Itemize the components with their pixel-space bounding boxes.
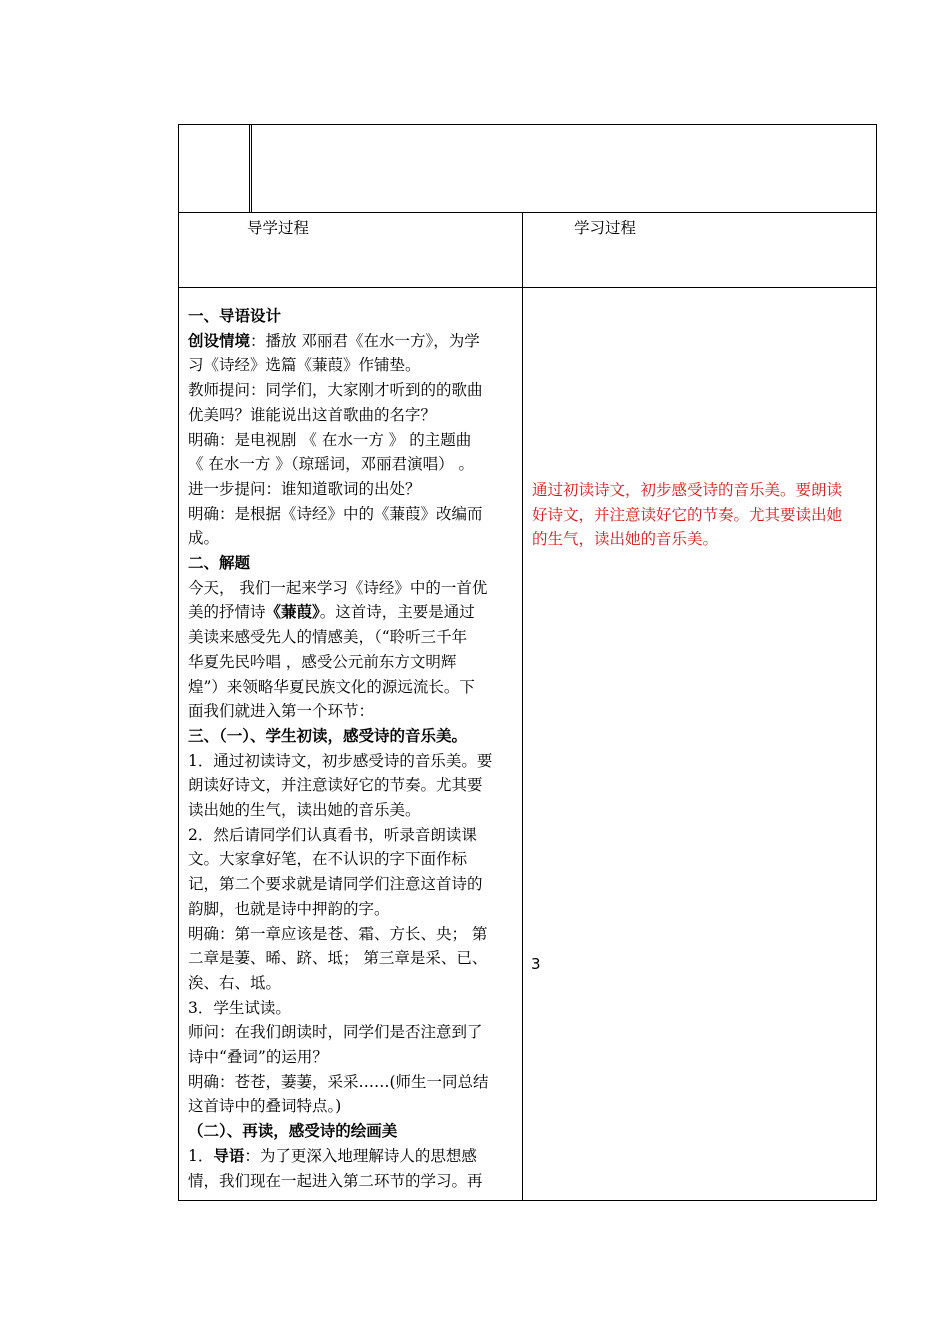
text-line [188,452,474,477]
text-line [188,304,281,329]
line-text: 习《诗经》选篇《蒹葭》作铺垫。 [188,356,421,375]
table-right-border [876,124,877,1201]
note-line: 通过初读诗文，初步感受诗的音乐美。要朗读 [532,481,843,499]
line-text: 成。 [188,529,220,548]
text-line [188,699,374,724]
line-text: 明确：是电视剧 《 在水一方 》 的主题曲 [188,430,472,449]
bold-label: 《蒹葭》 [265,602,320,622]
text-line [188,353,421,378]
line-text: 一、导语设计 [188,306,282,325]
column-divider [522,212,523,1201]
text-line [188,1119,397,1144]
line-prefix: 美的抒情诗 [188,603,266,622]
line-text: 朗读好诗文，并注意读好它的节奏。尤其要 [188,776,483,795]
line-text: 情，我们现在一起进入第二环节的学习。再 [188,1171,483,1190]
text-line [188,600,475,625]
bold-label: 导语 [213,1145,245,1165]
header-row-top-border [178,212,877,213]
text-line [188,403,436,428]
text-line [188,1045,328,1070]
text-line [188,996,291,1021]
line-text: 华夏先民吟唱 ，感受公元前东方文明辉 [188,652,457,671]
text-line [188,1094,341,1119]
line-text: 师问：在我们朗读时，同学们是否注意到了 [188,1023,483,1042]
text-line [188,502,483,527]
note-line: 的生气，读出她的音乐美。 [532,530,719,549]
line-text: 这首诗中的叠词特点。) [188,1097,342,1116]
text-line [188,897,390,922]
text-line [188,378,483,403]
text-line [188,551,250,576]
text-line [188,428,471,453]
text-line [188,1169,483,1194]
text-line [188,724,467,749]
line-text: 优美吗？谁能说出这首歌曲的名字？ [188,405,437,424]
text-line [188,872,483,897]
text-line [188,946,487,971]
line-text: 《 在水一方 》（琼瑶词，邓丽君演唱） 。 [188,455,475,474]
top-row-divider [249,124,250,212]
line-text: 二、解题 [188,553,251,572]
line-text: 面我们就进入第一个环节： [188,702,375,721]
line-text: 进一步提问：谁知道歌词的出处？ [188,479,421,498]
bold-label: 创设情境 [188,330,251,350]
top-row-divider-shadow [251,124,252,212]
header-learning-process: 学习过程 [574,219,637,237]
line-text: 。这首诗，主要是通过 [319,603,475,622]
line-text: ：播放 邓丽君《在水一方》，为学 [250,331,480,350]
text-line [188,773,483,798]
note-line: 好诗文，并注意读好它的节奏。尤其要读出她 [532,505,843,524]
header-guide-process: 导学过程 [247,219,310,237]
text-line [188,650,456,675]
text-line [188,798,421,823]
text-line [188,922,487,947]
line-text: 美读来感受先人的情感美，（“聆听三千年 [188,628,468,647]
line-text: ：为了更深入地理解诗人的思想感 [244,1146,477,1165]
line-text: 韵脚，也就是诗中押韵的字。 [188,899,390,918]
line-text: 明确：苍苍，萋萋，采采……(师生一同总结 [188,1072,489,1091]
line-text: 1．通过初读诗文，初步感受诗的音乐美。要 [188,751,493,770]
header-row-bottom-border [178,287,877,288]
text-line [188,329,480,354]
line-prefix: 1． [188,1146,214,1165]
text-line [188,1144,477,1169]
text-line [188,576,487,601]
table-left-border [178,124,179,1201]
text-line [188,823,477,848]
line-text: 明确：是根据《诗经》中的《蒹葭》改编而 [188,504,483,523]
line-text: 明确：第一章应该是苍、霜、方长、央； 第 [188,924,488,943]
line-text: 诗中“叠词”的运用？ [188,1048,328,1066]
line-text: 读出她的生气，读出她的音乐美。 [188,801,421,819]
line-text: 今天， 我们一起来学习《诗经》中的一首优 [188,578,488,597]
line-text: 3．学生试读。 [188,998,291,1017]
line-text: 文。大家拿好笔，在不认识的字下面作标 [188,850,468,869]
line-text: 二章是萋、晞、跻、坻； 第三章是采、已、 [188,949,488,968]
text-line [188,1070,489,1095]
line-text: 教师提问：同学们，大家刚才听到的的歌曲 [188,381,483,400]
text-line [188,1020,483,1045]
text-line [188,971,281,996]
text-line [188,526,219,551]
page-number: 3 [531,955,541,973]
line-text: 三、（一）、学生初读，感受诗的音乐美。 [188,725,468,745]
table-top-border [178,124,877,125]
line-text: 涘、右、坻。 [188,973,282,992]
text-line [188,749,492,774]
text-line [188,675,475,700]
line-text: 煌”）来领略华夏民族文化的源远流长。下 [188,677,475,696]
table-bottom-border [178,1200,877,1201]
text-line [188,847,467,872]
line-text: 记，第二个要求就是请同学们注意这首诗的 [188,875,483,894]
line-text: （二）、再读，感受诗的绘画美 [188,1121,398,1141]
text-line [188,625,467,650]
line-text: 2．然后请同学们认真看书，听录音朗读课 [188,825,477,844]
text-line [188,477,421,502]
